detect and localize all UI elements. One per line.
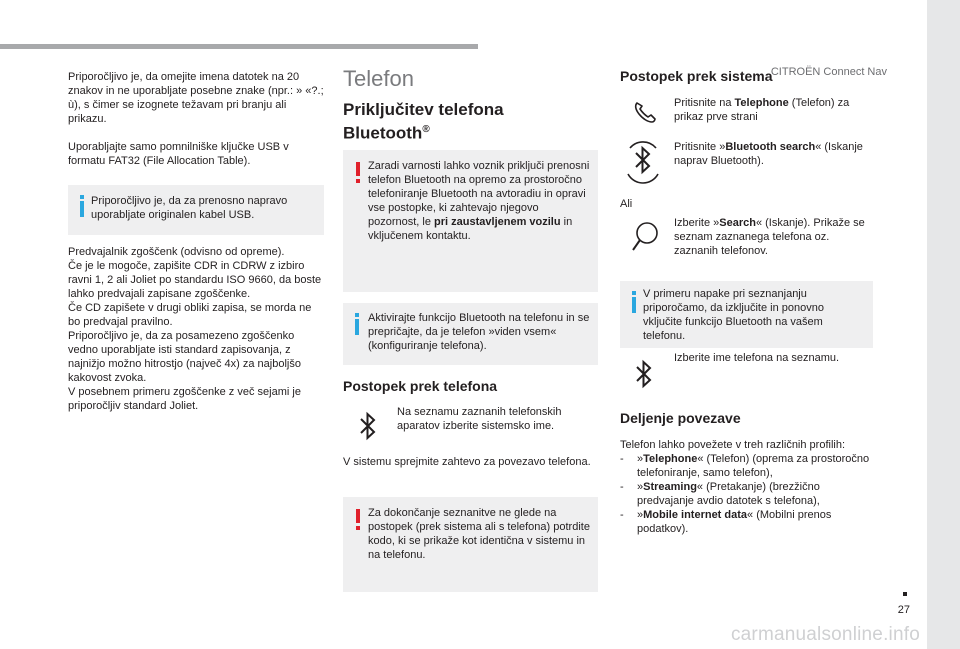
warning-icon [355,509,361,531]
info-icon [78,195,85,217]
or-label: Ali [620,198,633,210]
page-number: 27 [897,604,910,616]
heading-system-procedure: Postopek prek sistema [620,68,773,84]
info-text: Priporočljivo je, da za prenosno napravo uporabljate originalen kabel USB. [91,195,288,221]
search-magnifier-icon [630,218,662,258]
bluetooth-search-icon [622,138,664,184]
header-rule [0,44,478,49]
list-item: - »Telephone« (Telefon) (oprema za prostoročno telefoniranje, samo telefon), [620,452,875,480]
bluetooth-icon [634,358,654,390]
phone-handset-icon [632,100,658,126]
info-box-usb-cable [68,185,324,235]
share-intro: Telefon lahko povežete v treh različnih profilih: [620,439,846,451]
list-item: - »Mobile internet data« (Mobilni prenos podatkov). [620,508,875,536]
paragraph-usb-format: Uporabljajte samo pomnilniške ključke USB v formatu FAT32 (File Allocation Table). [68,141,289,167]
heading-line-2: Bluetooth [343,123,423,143]
step-select-phone: Izberite ime telefona na seznamu. [674,352,840,364]
info-text: V primeru napake pri seznanjanju priporočamo, da izključite in ponovno vključite funkcijo Bluetooth na vašem telefonu. [643,288,824,342]
list-item: - »Streaming« (Pretakanje) (brezžično predvajanje avdio datotek s telefona), [620,480,875,508]
step-select-system-name: Na seznamu zaznanih telefonskih aparatov izberite sistemsko ime. [397,406,562,432]
paragraph-accept-request: V sistemu sprejmite zahtevo za povezavo telefona. [343,456,591,468]
heading-line-1: Priključitev telefona [343,100,504,119]
paragraph-filenames: Priporočljivo je, da omejite imena datotek na 20 znakov in ne uporabljate posebne znake (npr.: » «?.; ù), s čimer se izognete težavam pri branju ali prikazu. [68,71,324,125]
watermark: carmanualsonline.info [730,624,920,645]
heading-share-connection: Deljenje povezave [620,410,741,426]
info-box-pairing-error [620,281,873,348]
info-text: Aktivirajte funkcijo Bluetooth na telefonu in se prepričajte, da je telefon »viden vsem« (konfiguriranje telefona). [368,312,590,352]
side-tab [927,0,960,649]
section-title: Telefon [343,66,414,91]
warning-text: Za dokončanje seznanitve ne glede na postopek (prek sistema ali s telefona) potrdite kodo, ki se prikaže kot identična v sistemu in na telefonu. [368,507,590,561]
heading-bluetooth-connect [343,100,603,144]
registered-mark: ® [422,124,430,135]
warning-box-safety [343,150,598,292]
step-press-telephone: Pritisnite na Telephone (Telefon) za prikaz prve strani [674,97,850,123]
warning-box-pairing-code [343,497,598,592]
bluetooth-icon [358,410,378,442]
info-box-activate [343,303,598,365]
warning-text: Zaradi varnosti lahko voznik priključi prenosni telefon Bluetooth na opremo za prostoročno telefoniranje Bluetooth na avtoradiu in opravi vse postopke, ki zahtevajo njegovo pozornost, le pri zaustavljenem vozilu in vključenem kontaktu. [368,160,590,242]
step-bluetooth-search: Pritisnite »Bluetooth search« (Iskanje naprav Bluetooth). [674,141,863,167]
info-icon [353,313,360,335]
step-search: Izberite »Search« (Iskanje). Prikaže se seznam zaznanega telefona oz. zaznanih telefonov. [674,217,865,257]
share-profiles-block [620,438,875,536]
info-icon [630,291,637,313]
brand-label: CITROËN Connect Nav [770,66,887,78]
heading-phone-procedure: Postopek prek telefona [343,378,498,394]
warning-icon [355,162,361,184]
continue-marker [903,592,907,596]
paragraph-cd-player: Predvajalnik zgoščenk (odvisno od opreme). Če je le mogoče, zapišite CDR in CDRW z izbiro ravni 1, 2 ali Joliet po standardu ISO 9660, da boste lahko predvajali zapisane zgoščenke. Če CD zapišete v drugi obliki zapisa, se morda ne bo predvajal pravilno. Priporočljivo je, da za posamezeno zgoščenko vedno uporabljate isti standard zapisovanja, z najnižjo možno hitrostjo (največ 4x) za najboljšo kakovost zvoka. V posebnem primeru zgoščenke z več sejami je priporočljiv standard Joliet. [68,246,322,412]
profile-list [620,452,875,536]
